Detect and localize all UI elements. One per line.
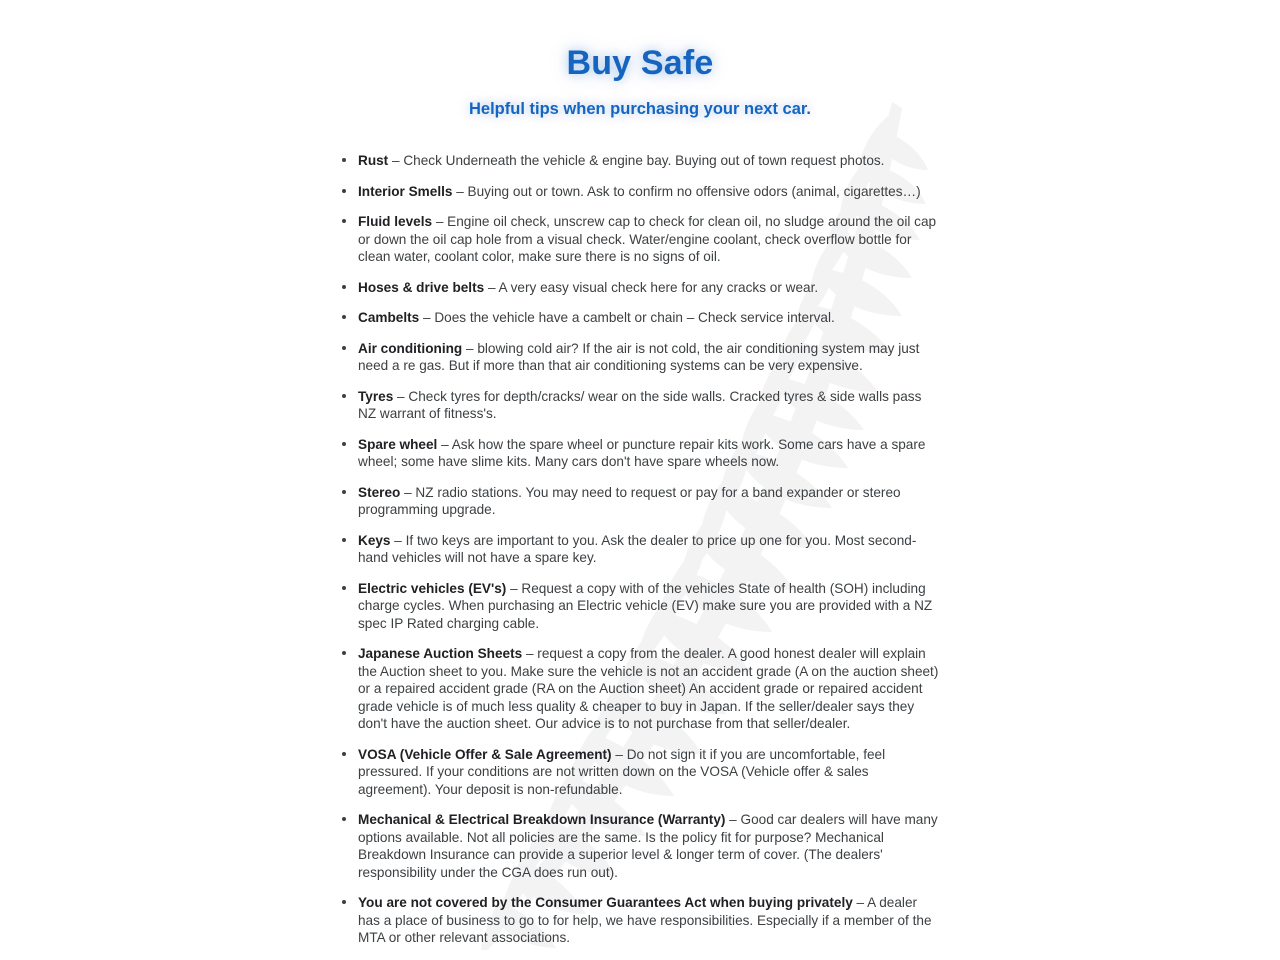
list-item — [340, 388, 940, 423]
page-title: Buy Safe — [566, 44, 714, 82]
list-item — [340, 213, 940, 266]
tip-text: – blowing cold air? If the air is not cold, the air conditioning system may just need a re gas. But if more than that air conditioning systems can be very expensive. — [358, 340, 920, 373]
list-item — [340, 436, 940, 471]
list-item — [340, 340, 940, 375]
tip-term: Hoses & drive belts — [358, 279, 485, 295]
tip-text: – Engine oil check, unscrew cap to check for clean oil, no sludge around the oil cap or down the oil cap hole from a visual check. Water/engine coolant, check overflow bottle for clean water, coolant color, make sure there is no signs of oil. — [358, 214, 937, 264]
list-item — [340, 484, 940, 519]
tip-term: VOSA (Vehicle Offer & Sale Agreement) — [358, 746, 612, 762]
list-item — [340, 746, 940, 799]
tip-text: – request a copy from the dealer. A good honest dealer will explain the Auction sheet to you. Make sure the vehicle is not an accident grade (A on the auction sheet) or a repaired accident grade (RA on the Auction sheet) An accident grade or repaired accident grade vehicle is of much less quality & cheaper to buy in Japan. If the seller/dealer says they don't have the auction sheet. Our advice is to not purchase from that seller/dealer. — [358, 646, 939, 731]
tip-term: Stereo — [358, 484, 401, 500]
tip-text: – A dealer has a place of business to go to for help, we have responsibilities. Especially if a member of the MTA or other relevant associations. — [358, 895, 932, 945]
tip-term: Rust — [358, 153, 389, 168]
tip-text: – Good car dealers will have many options available. Not all policies are the same. Is the policy fit for purpose? Mechanical Breakdown Insurance can provide a superior level & longer term of cover. (The dealers' responsibility under the CGA does run out). — [358, 812, 938, 880]
tip-term: Tyres — [358, 388, 394, 404]
list-item — [340, 894, 940, 947]
tip-term: Cambelts — [358, 310, 420, 325]
tip-term: Mechanical & Electrical Breakdown Insurance (Warranty) — [358, 812, 726, 827]
tip-text: – Request a copy with of the vehicles State of health (SOH) including charge cycles. When purchasing an Electric vehicle (EV) make sure you are provided with a NZ spec IP Rated charging cable. — [358, 580, 933, 631]
list-item — [340, 645, 940, 733]
tip-term: You are not covered by the Consumer Guarantees Act when buying privately — [358, 895, 853, 910]
tip-text: – Does the vehicle have a cambelt or chain – Check service interval. — [419, 310, 835, 325]
list-item — [340, 811, 940, 881]
title-block — [0, 0, 1280, 119]
tip-term: Japanese Auction Sheets — [358, 646, 523, 661]
list-item — [340, 279, 940, 297]
tip-term: Fluid levels — [358, 214, 433, 229]
tips-list — [340, 152, 940, 947]
tip-term: Spare wheel — [358, 436, 438, 452]
tip-text: – A very easy visual check here for any cracks or wear. — [484, 279, 819, 295]
tip-term: Keys — [358, 532, 391, 548]
tip-text: – Check Underneath the vehicle & engine bay. Buying out of town request photos. — [388, 153, 885, 168]
list-item — [340, 532, 940, 567]
tip-text: – Buying out or town. Ask to confirm no offensive odors (animal, cigarettes…) — [452, 183, 921, 199]
list-item — [340, 580, 940, 633]
tip-text: – NZ radio stations. You may need to request or pay for a band expander or stereo programming upgrade. — [358, 484, 901, 517]
page-subtitle: Helpful tips when purchasing your next car. — [469, 100, 811, 118]
tip-text: – Do not sign it if you are uncomfortable, feel pressured. If your conditions are not written down on the VOSA (Vehicle offer & sales agreement). Your deposit is non-refundable. — [358, 746, 886, 797]
list-item — [340, 152, 940, 170]
tip-term: Interior Smells — [358, 183, 453, 199]
tip-text: – Check tyres for depth/cracks/ wear on the side walls. Cracked tyres & side walls pass NZ warrant of fitness's. — [358, 388, 922, 421]
tip-term: Air conditioning — [358, 340, 463, 356]
list-item — [340, 309, 940, 327]
tip-text: – Ask how the spare wheel or puncture repair kits work. Some cars have a spare wheel; some have slime kits. Many cars don't have spare wheels now. — [358, 436, 926, 469]
list-item — [340, 183, 940, 201]
tip-term: Electric vehicles (EV's) — [358, 580, 507, 596]
tip-text: – If two keys are important to you. Ask the dealer to price up one for you. Most second-hand vehicles will not have a spare key. — [358, 532, 917, 565]
